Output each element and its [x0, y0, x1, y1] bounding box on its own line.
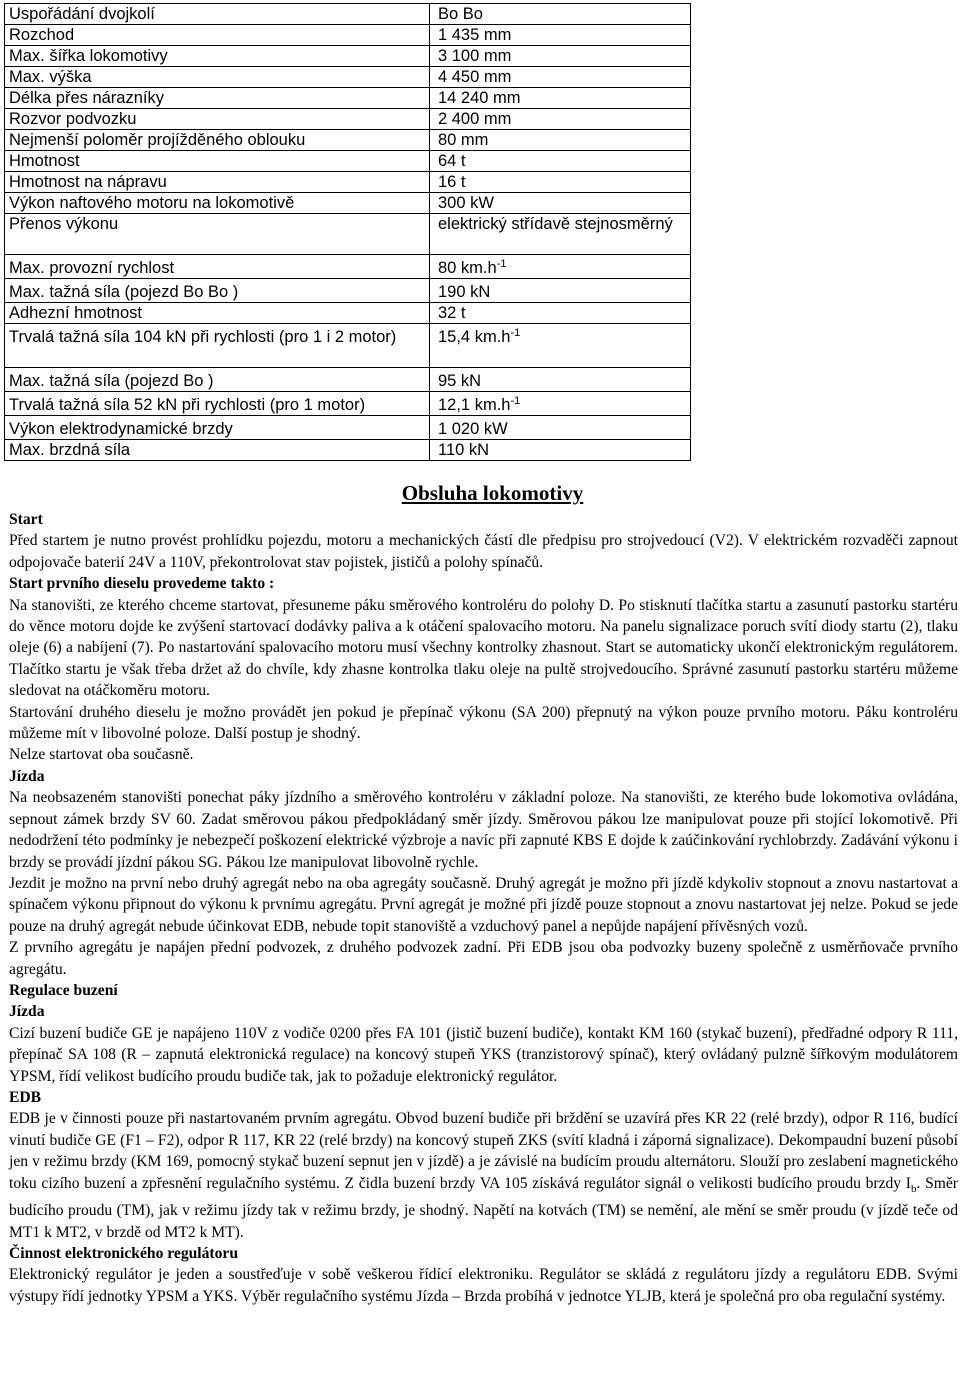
paragraph-jizda-2: Jezdit je možno na první nebo druhý agregát nebo na oba agregáty současně. Druhý agregát je možno při jízdě kdykoliv stopnout a znovu nastartovat a spínačem výkonu připnout do výkonu k prvnímu agregátu. První agregát je možné při jízdě pouze stopnout a znovu nastartovat jej nelze. Pokud se jede pouze na druhý agregát nebude účinkovat EDB, nebude topit stanoviště a vzduchový panel a nepůjde napájení přívěsných vozů. — [9, 874, 958, 935]
spec-value-exponent: -1 — [510, 327, 521, 339]
spec-label: Trvalá tažná síla 104 kN při rychlosti (pro 1 i 2 motor) — [5, 324, 430, 368]
spec-value-exponent: -1 — [510, 395, 521, 407]
spec-row — [5, 193, 691, 214]
spec-label: Hmotnost na nápravu — [5, 172, 430, 193]
spec-value-text: 2 400 mm — [438, 110, 512, 128]
spec-value — [430, 214, 691, 255]
spec-value — [430, 109, 691, 130]
paragraph-start-1: Před startem je nutno provést prohlídku pojezdu, motoru a mechanických částí dle předpisu pro strojvedoucí (V2). V elektrickém rozvaděči zapnout odpojovače baterií 24V a 110V, překontrolovat stav pojistek, jističů a polohy spínačů. — [9, 532, 958, 571]
spec-label: Uspořádání dvojkolí — [5, 4, 430, 25]
spec-label: Přenos výkonu — [5, 214, 430, 255]
spec-value-text: 1 435 mm — [438, 26, 512, 44]
spec-row — [5, 255, 691, 279]
spec-label: Adhezní hmotnost — [5, 303, 430, 324]
specs-table — [4, 3, 691, 461]
paragraph-jizda-3: Z prvního agregátu je napájen přední podvozek, z druhého podvozek zadní. Při EDB jsou oba podvozky buzeny společně z usměrňovače prvního agregátu. — [9, 939, 958, 978]
spec-value-text: 16 t — [438, 173, 466, 191]
spec-label: Max. brzdná síla — [5, 440, 430, 461]
spec-row — [5, 46, 691, 67]
spec-label: Max. tažná síla (pojezd Bo Bo ) — [5, 279, 430, 303]
spec-row — [5, 172, 691, 193]
spec-value — [430, 193, 691, 214]
paragraph-regulator-1: Elektronický regulátor je jeden a soustřeďuje v sobě veškerou řídící elektroniku. Regulátor se skládá z regulátoru jízdy a regulátoru EDB. Svými výstupy řídí jednotky YPSM a YKS. Výběr regulačního systému Jízda – Brzda probíhá v jednotce YLJB, která je společná pro oba regulační systémy. — [9, 1266, 958, 1305]
spec-value — [430, 255, 691, 279]
spec-row — [5, 440, 691, 461]
paragraph-start-4: Nelze startovat oba současně. — [9, 746, 194, 764]
spec-value — [430, 25, 691, 46]
spec-value — [430, 324, 691, 368]
spec-label: Délka přes nárazníky — [5, 88, 430, 109]
spec-value-text: 3 100 mm — [438, 47, 512, 65]
spec-row — [5, 368, 691, 392]
spec-row — [5, 279, 691, 303]
spec-label: Výkon elektrodynamické brzdy — [5, 416, 430, 440]
spec-value-text: 4 450 mm — [438, 68, 512, 86]
spec-label: Max. tažná síla (pojezd Bo ) — [5, 368, 430, 392]
heading-regulator: Činnost elektronického regulátoru — [9, 1244, 239, 1262]
spec-row — [5, 214, 691, 255]
heading-regulace: Regulace buzení — [9, 981, 118, 999]
edb-subscript: b — [911, 1182, 917, 1195]
spec-row — [5, 67, 691, 88]
spec-value — [430, 46, 691, 67]
spec-value-text: Bo Bo — [438, 5, 483, 23]
spec-value-text: 64 t — [438, 152, 466, 170]
spec-value-text: 1 020 kW — [438, 420, 508, 438]
spec-value-text: 12,1 km.h — [438, 396, 511, 414]
spec-row — [5, 303, 691, 324]
spec-row — [5, 109, 691, 130]
spec-label: Nejmenší poloměr projížděného oblouku — [5, 130, 430, 151]
spec-value — [430, 4, 691, 25]
heading-start: Start — [9, 511, 43, 528]
spec-value — [430, 88, 691, 109]
spec-value-text: 110 kN — [438, 441, 490, 459]
spec-value — [430, 416, 691, 440]
spec-value — [430, 151, 691, 172]
edb-text-b: . Směr budícího proudu (TM), jak v režimu jízdy tak v režimu brzdy, je shodný. Napětí na kotvách (TM) se nemění, ale mění se směr proudu (v jízdě teče od MT1 k MT2, v brzdě od MT2 k MT). — [9, 1174, 959, 1241]
heading-jizda: Jízda — [9, 767, 45, 785]
document-body — [9, 480, 958, 1307]
spec-row — [5, 151, 691, 172]
spec-row — [5, 4, 691, 25]
spec-value-text: 80 km.h — [438, 259, 497, 277]
spec-value-text: 80 mm — [438, 131, 489, 149]
spec-value-text: elektrický střídavě stejnosměrný — [438, 215, 673, 233]
spec-value-text: 32 t — [438, 304, 466, 322]
spec-row — [5, 392, 691, 416]
spec-label: Trvalá tažná síla 52 kN při rychlosti (pro 1 motor) — [5, 392, 430, 416]
spec-row — [5, 25, 691, 46]
spec-value — [430, 303, 691, 324]
spec-row — [5, 324, 691, 368]
spec-value-exponent: -1 — [496, 258, 507, 270]
spec-value — [430, 392, 691, 416]
heading-start-first: Start prvního dieselu provedeme takto : — [9, 575, 275, 593]
spec-value-text: 95 kN — [438, 372, 482, 390]
spec-row — [5, 130, 691, 151]
specs-body — [5, 4, 691, 461]
paragraph-regulace-1: Cizí buzení budiče GE je napájeno 110V z vodiče 0200 přes FA 101 (jistič buzení budiče), kontakt KM 160 (stykač buzení), předřadné odpory R 111, přepínač SA 108 (R – zapnutá elektronická regulace) na koncový stupeň YKS (tranzistorový spínač), který ovládaný pulzně šířkovým modulátorem YPSM, řídí velikost budícího proudu budiče tak, jak to požaduje elektronický regulátor. — [9, 1024, 958, 1085]
spec-label: Hmotnost — [5, 151, 430, 172]
paragraph-edb-1 — [9, 1108, 958, 1243]
paragraph-jizda-1: Na neobsazeném stanovišti ponechat páky jízdního a směrového kontroléru v základní poloze. Na stanovišti, ze kterého bude lokomotiva ovládána, sepnout zámek brzdy SV 60. Zadat směrovou pákou předpokládaný směr jízdy. Směrovou pákou lze manipulovat pouze při stojící lokomotivě. Při nedodržení této podmínky je nebezpečí poškození elektrické výzbroje a navíc při zapnuté KBS E dojde k zaúčinkování rychlobrzdy. Zadávání výkonu i brzdy se provádí jízdní pákou SG. Pákou lze manipulovat libovolně rychle. — [9, 789, 958, 871]
paragraph-start-2: Na stanovišti, ze kterého chceme startovat, přesuneme páku směrového kontroléru do polohy D. Po stisknutí tlačítka startu a zasunutí pastorku startéru do věnce motoru dojde ke zvýšení startovací dodávky paliva a k otáčení spalovacího motoru. Na panelu signalizace poruch svítí diody startu (2), tlaku oleje (6) a nabíjení (7). Po nastartování spalovacího motoru musí všechny kontrolky zhasnout. Start se automaticky ukončí elektronickým regulátorem. Tlačítko startu je však třeba držet až do chvíle, kdy zhasne kontrolka tlaku oleje na pultě strojvedoucího. Správné zasunutí pastorku startéru můžeme sledovat na otáčkoměru motoru. — [9, 596, 958, 700]
heading-jizda-2: Jízda — [9, 1003, 45, 1021]
spec-value — [430, 130, 691, 151]
spec-value-text: 190 kN — [438, 283, 491, 301]
spec-value — [430, 279, 691, 303]
spec-label: Max. výška — [5, 67, 430, 88]
edb-text-a: EDB je v činnosti pouze při nastartovaném prvním agregátu. Obvod buzení budiče při brždění se uzavírá přes KR 22 (relé brzdy), odpor R 116, budící vinutí budiče GE (F1 – F2), odpor R 117, KR 22 (relé brzdy) na koncový stupeň ZKS (svítí kladná i záporná signalizace). Dekompaudní buzení působí jen v režimu brzdy (KM 169, pomocný stykač buzení sepnut jen v jízdě) a je závislé na budícím proudu alternátoru. Slouží pro zeslabení magnetického toku cizího buzení a zpřesnění regulačního systému. Z čidla buzení brzdy VA 105 získává regulátor signál o velikosti budícího proudu brzdy I — [9, 1110, 958, 1192]
spec-value-text: 14 240 mm — [438, 89, 521, 107]
spec-value — [430, 440, 691, 461]
heading-edb: EDB — [9, 1088, 42, 1106]
spec-label: Max. provozní rychlost — [5, 255, 430, 279]
spec-label: Výkon naftového motoru na lokomotivě — [5, 193, 430, 214]
page-title: Obsluha lokomotivy — [401, 481, 584, 505]
spec-value — [430, 368, 691, 392]
spec-row — [5, 416, 691, 440]
spec-value — [430, 67, 691, 88]
spec-label: Max. šířka lokomotivy — [5, 46, 430, 67]
spec-row — [5, 88, 691, 109]
spec-value-text: 15,4 km.h — [438, 328, 511, 346]
spec-label: Rozvor podvozku — [5, 109, 430, 130]
spec-label: Rozchod — [5, 25, 430, 46]
spec-value-text: 300 kW — [438, 194, 494, 212]
paragraph-start-3: Startování druhého dieselu je možno provádět jen pokud je přepínač výkonu (SA 200) přepnutý na výkon pouze prvního motoru. Páku kontroléru můžeme mít v libovolné poloze. Další postup je shodný. — [9, 703, 958, 743]
spec-value — [430, 172, 691, 193]
